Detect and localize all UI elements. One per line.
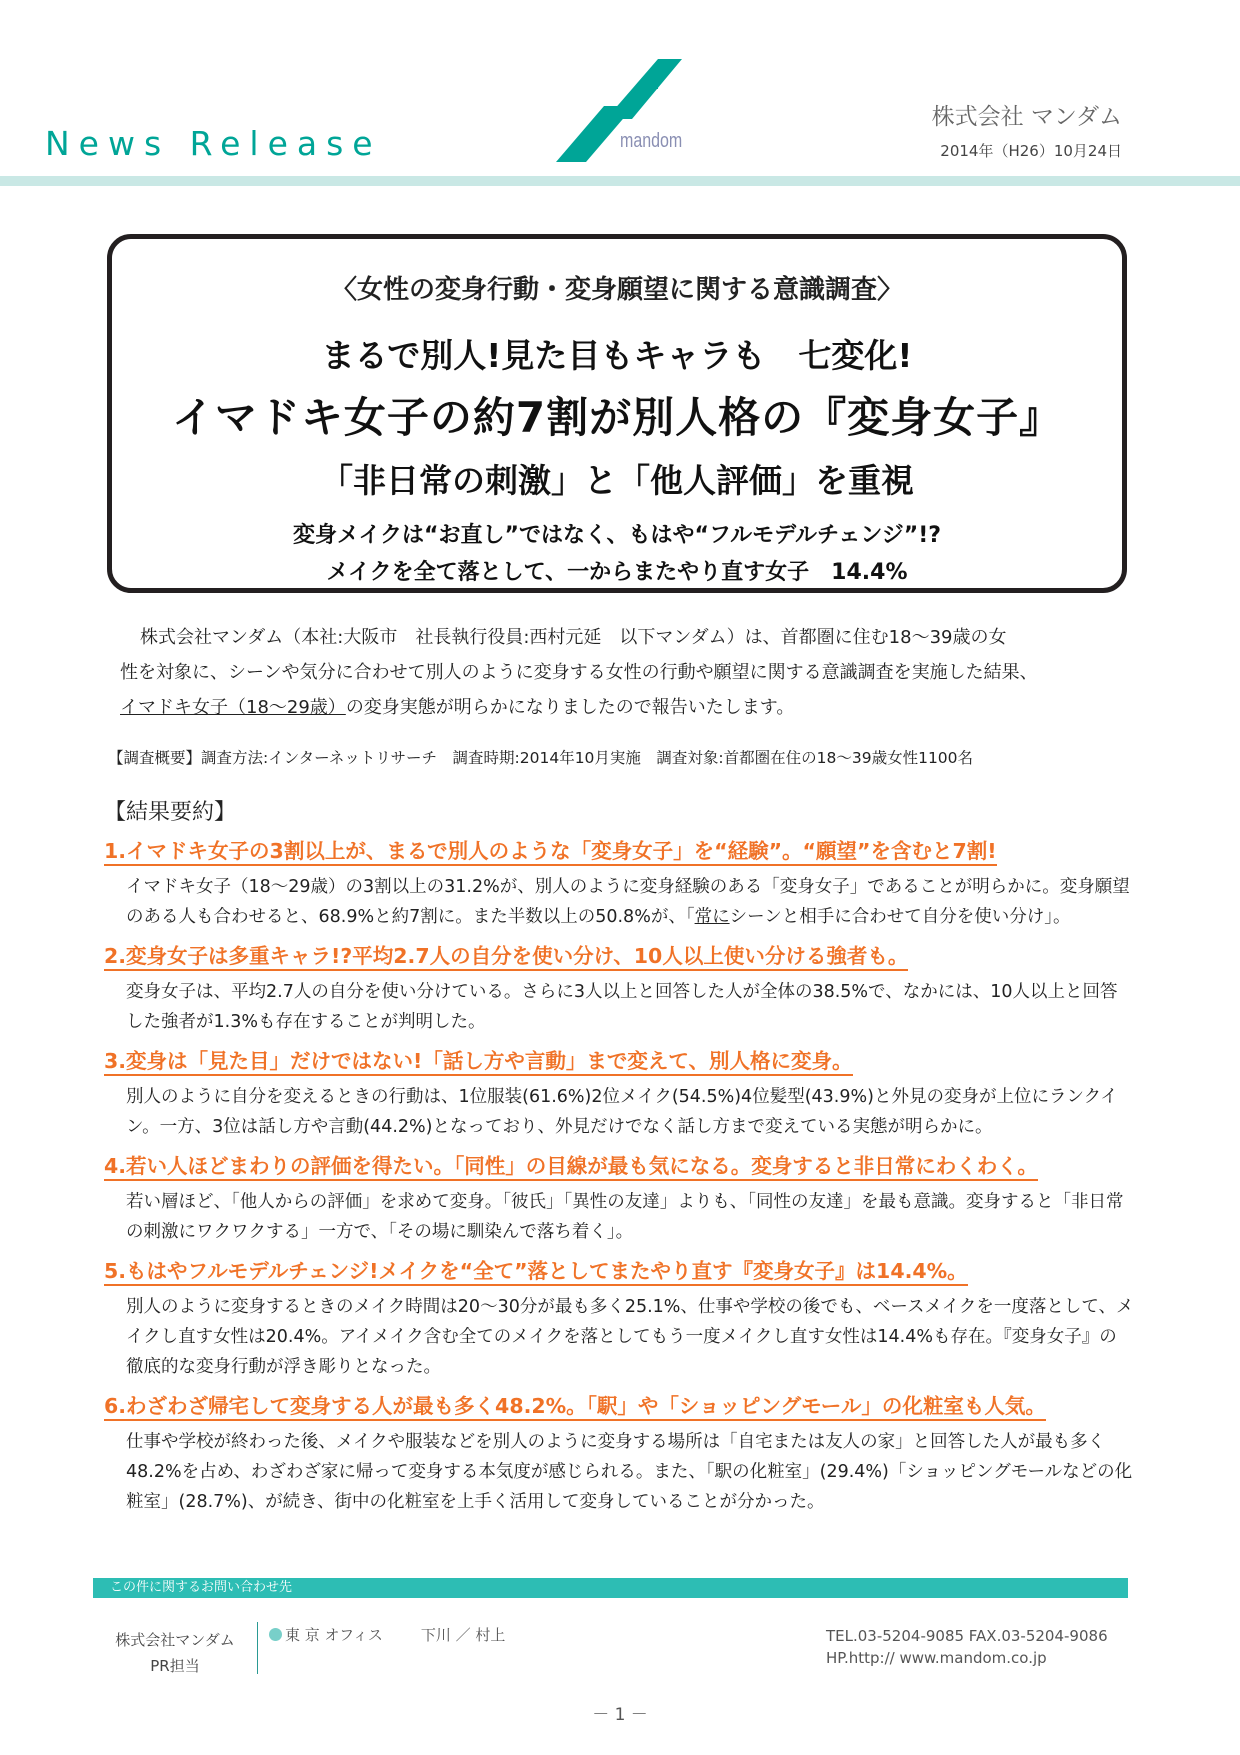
headline-line-5: メイクを全て落として、一からまたやり直す女子 14.4% <box>326 560 908 585</box>
section-body-underlined: 常に <box>694 907 730 927</box>
bullet-dot-icon <box>269 1628 282 1641</box>
section-body: 変身女子は、平均2.7人の自分を使い分けている。さらに3人以上と回答した人が全体の38.5%で、なかには、10人以上と回答した強者が1.3%も存在することが判明した。 <box>126 982 1118 1032</box>
section-body: 仕事や学校が終わった後、メイクや服装などを別人のように変身する場所は「自宅または友人の家」と回答した人が最も多く48.2%を占め、わざわざ家に帰って変身する本気度が感じられる。また、「駅の化粧室」(29.4%)「ショッピングモールなどの化粧室」(28.7%)、が続き、街中の化粧室を上手く活用して変身していることが分かった。 <box>126 1432 1133 1512</box>
section-body: 別人のように変身するときのメイク時間は20～30分が最も多く25.1%、仕事や学校の後でも、ベースメイクを一度落として、メイクし直す女性は20.4%。アイメイク含む全てのメイクを落としてもう一度メイクし直す女性は14.4%も存在。『変身女子』の徹底的な変身行動が浮き彫りとなった。 <box>126 1297 1134 1377</box>
section-title: 5.もはやフルモデルチェンジ!メイクを“全て”落としてまたやり直す『変身女子』は14.4%。 <box>104 1258 968 1286</box>
contact-department: PR担当 <box>150 1657 200 1675</box>
contact-details <box>826 1625 1108 1669</box>
contact-company <box>100 1627 250 1679</box>
section-body: 別人のように自分を変えるときの行動は、1位服装(61.6%)2位メイク(54.5%)4位髪型(43.9%)と外見の変身が上位にランクイン。一方、3位は話し方や言動(44.2%)となっており、外見だけでなく話し方まで変えている実態が明らかに。 <box>126 1087 1118 1137</box>
intro-line-3: の変身実態が明らかになりましたので報告いたします。 <box>345 697 795 718</box>
contact-names: 下川 ／ 村上 <box>420 1626 506 1644</box>
section-body-text: シーンと相手に合わせて自分を使い分け」。 <box>729 907 1071 927</box>
company-name: 株式会社 マンダム <box>931 104 1122 130</box>
section-title: 2.変身女子は多重キャラ!?平均2.7人の自分を使い分け、10人以上使い分ける強者も。 <box>104 943 908 971</box>
website-link[interactable]: HP.http:// www.mandom.co.jp <box>826 1649 1047 1667</box>
intro-underlined-term: イマドキ女子（18～29歳） <box>120 697 346 718</box>
contact-office <box>269 1624 505 1645</box>
headline-line-1: まるで別人!見た目もキャラも 七変化! <box>321 336 913 375</box>
section-body <box>104 872 1134 932</box>
intro-line-2: 性を対象に、シーンや気分に合わせて別人のように変身する女性の行動や願望に関する意識調査を実施した結果、 <box>120 662 1038 683</box>
headline-line-4: 変身メイクは“お直し”ではなく、もはや“フルモデルチェンジ”!? <box>292 523 942 548</box>
intro-line-1: 株式会社マンダム（本社:大阪市 社長執行役員:西村元延 以下マンダム）は、首都圏に住む18～39歳の女 <box>140 627 1007 648</box>
news-release-title: News Release <box>45 124 382 163</box>
contact-company-name: 株式会社マンダム <box>115 1631 235 1649</box>
summary-section-3 <box>104 1048 1134 1142</box>
headline-line-3: 「非日常の刺激」と「他人評価」を重視 <box>320 461 914 500</box>
section-body: 若い層ほど、「他人からの評価」を求めて変身。「彼氏」「異性の友達」よりも、「同性の友達」を最も意識。変身すると「非日常の刺激にワクワクする」一方で、「その場に馴染んで落ち着く」。 <box>126 1192 1124 1242</box>
headline-box <box>107 234 1127 593</box>
summary-section-2 <box>104 943 1134 1037</box>
summary-section-4 <box>104 1153 1134 1247</box>
section-body-text: イマドキ女子（18～29歳）の3割以上の31.2%が、別人のように変身経験のある「変身女子」であることが明らかに。変身願望のある人も合わせると、68.9%と約7割に。また半数以上の50.8%が、「 <box>126 877 1130 927</box>
intro-paragraph <box>120 620 1130 725</box>
summary-heading: 【結果要約】 <box>104 800 237 825</box>
survey-subtitle: 〈女性の変身行動・変身願望に関する意識調査〉 <box>330 275 903 305</box>
contact-divider <box>257 1622 258 1674</box>
section-title: 3.変身は「見た目」だけではない!「話し方や言動」まで変えて、別人格に変身。 <box>104 1048 853 1076</box>
summary-section-6 <box>104 1393 1134 1517</box>
page-number: － 1 － <box>592 1705 648 1725</box>
contact-bar: この件に関するお問い合わせ先 <box>93 1578 1128 1598</box>
tel-fax: TEL.03-5204-9085 FAX.03-5204-9086 <box>826 1627 1108 1645</box>
summary-sections <box>104 838 1134 1528</box>
logo-wordmark: mandom <box>620 130 683 152</box>
header-divider <box>0 176 1240 186</box>
release-date: 2014年（H26）10月24日 <box>940 142 1122 160</box>
section-title: 6.わざわざ帰宅して変身する人が最も多く48.2%。「駅」や「ショッピングモール」の化粧室も人気。 <box>104 1393 1046 1421</box>
headline-main: イマドキ女子の約7割が別人格の『変身女子』 <box>171 393 1063 442</box>
section-title: 4.若い人ほどまわりの評価を得たい。「同性」の目線が最も気になる。変身すると非日常にわくわく。 <box>104 1153 1038 1181</box>
section-title: 1.イマドキ女子の3割以上が、まるで別人のような「変身女子」を“経験”。“願望”を含むと7割! <box>104 838 997 866</box>
survey-overview: 【調査概要】調査方法:インターネットリサーチ 調査時期:2014年10月実施 調査対象:首都圏在住の18～39歳女性1100名 <box>108 749 974 767</box>
summary-section-5 <box>104 1258 1134 1382</box>
summary-section-1 <box>104 838 1134 932</box>
office-name: 東 京 オフィス <box>285 1626 383 1644</box>
